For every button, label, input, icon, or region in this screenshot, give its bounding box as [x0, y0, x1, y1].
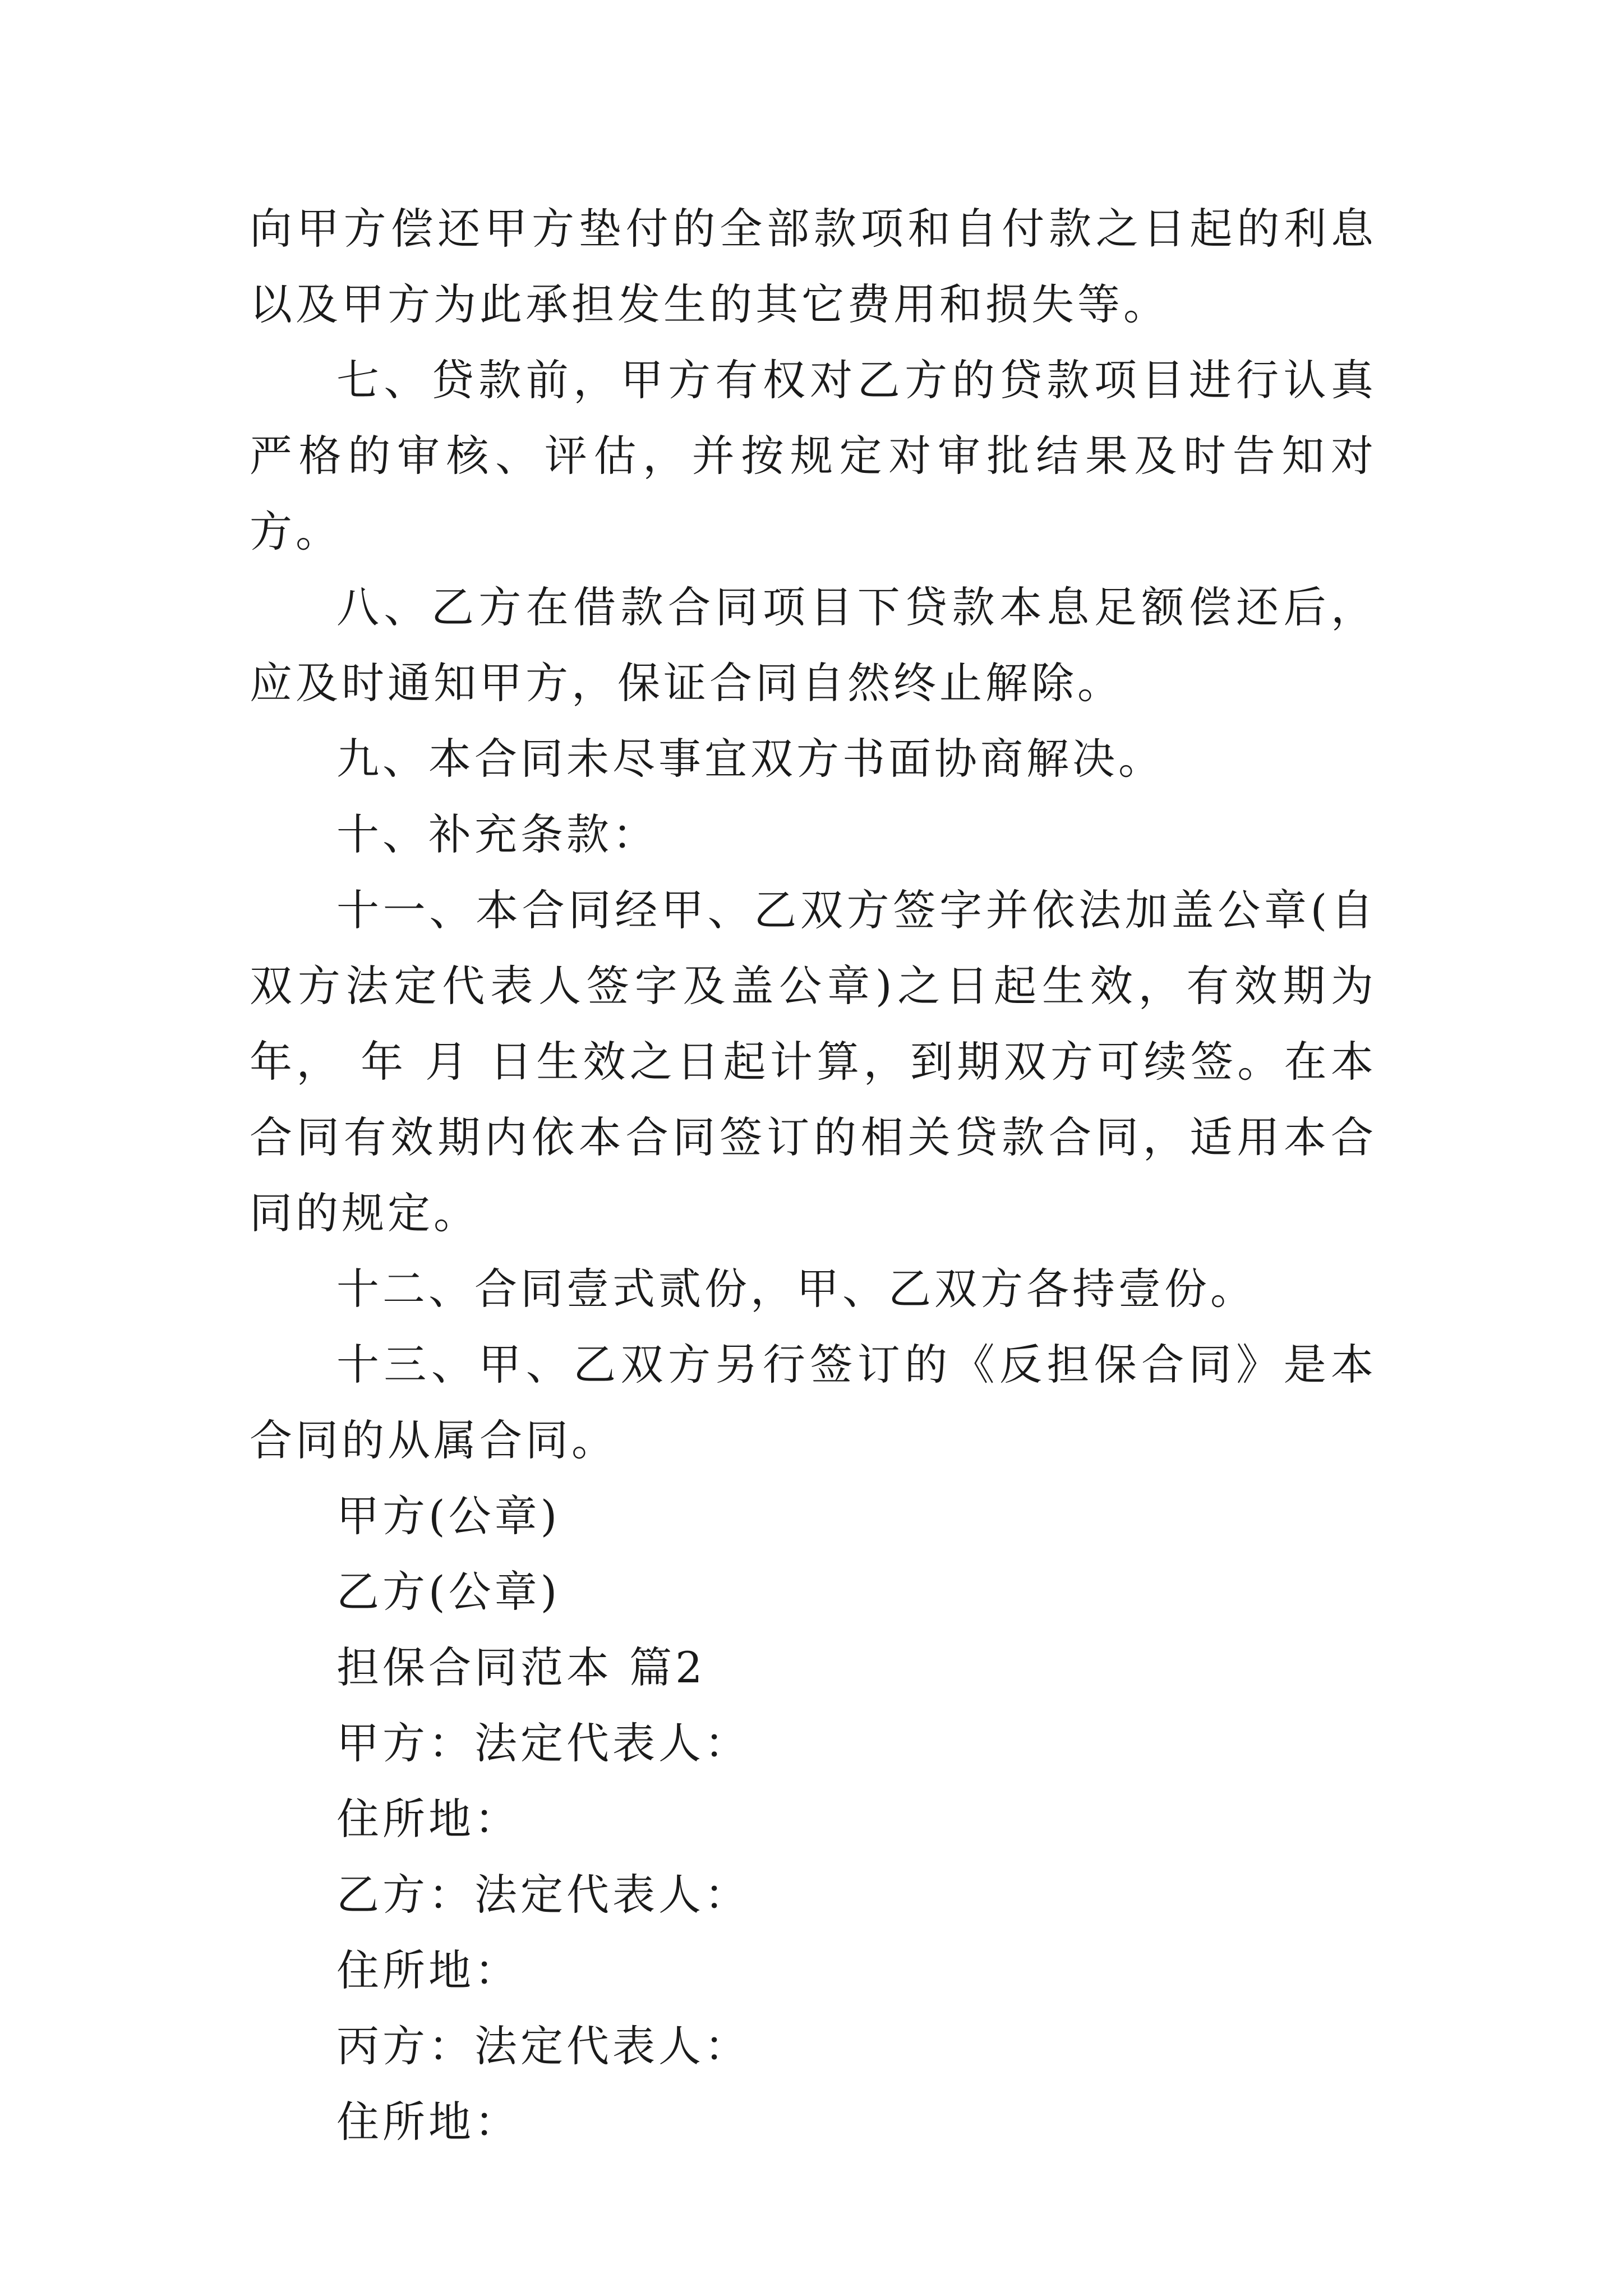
party-b-representative: 乙方：法定代表人：: [336, 1870, 750, 1920]
clause-7: 七、贷款前，甲方有权对乙方的贷款项目进行认真严格的审核、评估，并按规定对审批结果及时告知对方。: [250, 355, 1377, 556]
party-b-seal: 乙方(公章): [336, 1567, 561, 1617]
party-c-representative: 丙方：法定代表人：: [336, 2021, 750, 2071]
clause-8: 八、乙方在借款合同项目下贷款本息足额偿还后，应及时通知甲方，保证合同自然终止解除。: [250, 582, 1377, 708]
clause-10: 十、补充条款：: [336, 809, 658, 859]
document-body: [250, 191, 1377, 2160]
clause-13: 十三、甲、乙双方另行签订的《反担保合同》是本合同的从属合同。: [250, 1340, 1377, 1465]
section-heading: 担保合同范本 篇2: [336, 1642, 706, 1692]
party-a-representative: 甲方：法定代表人：: [336, 1718, 750, 1768]
clause-11: 十一、本合同经甲、乙双方签字并依法加盖公章(自双方法定代表人签字及盖公章)之日起生效，有效期为 年， 年 月 日生效之日起计算，到期双方可续签。在本合同有效期内依本合同签订的相关贷款合同，适用本合同的规定。: [250, 885, 1377, 1238]
party-c-address: 住所地：: [336, 2097, 520, 2147]
clause-9: 九、本合同未尽事宜双方书面协商解决。: [336, 734, 1164, 784]
clause-12: 十二、合同壹式贰份，甲、乙双方各持壹份。: [336, 1264, 1256, 1314]
party-b-address: 住所地：: [336, 1945, 520, 1995]
party-a-address: 住所地：: [336, 1794, 520, 1844]
party-a-seal: 甲方(公章): [336, 1491, 561, 1541]
paragraph-continuation: 向甲方偿还甲方垫付的全部款项和自付款之日起的利息以及甲方为此承担发生的其它费用和损失等。: [250, 204, 1377, 329]
